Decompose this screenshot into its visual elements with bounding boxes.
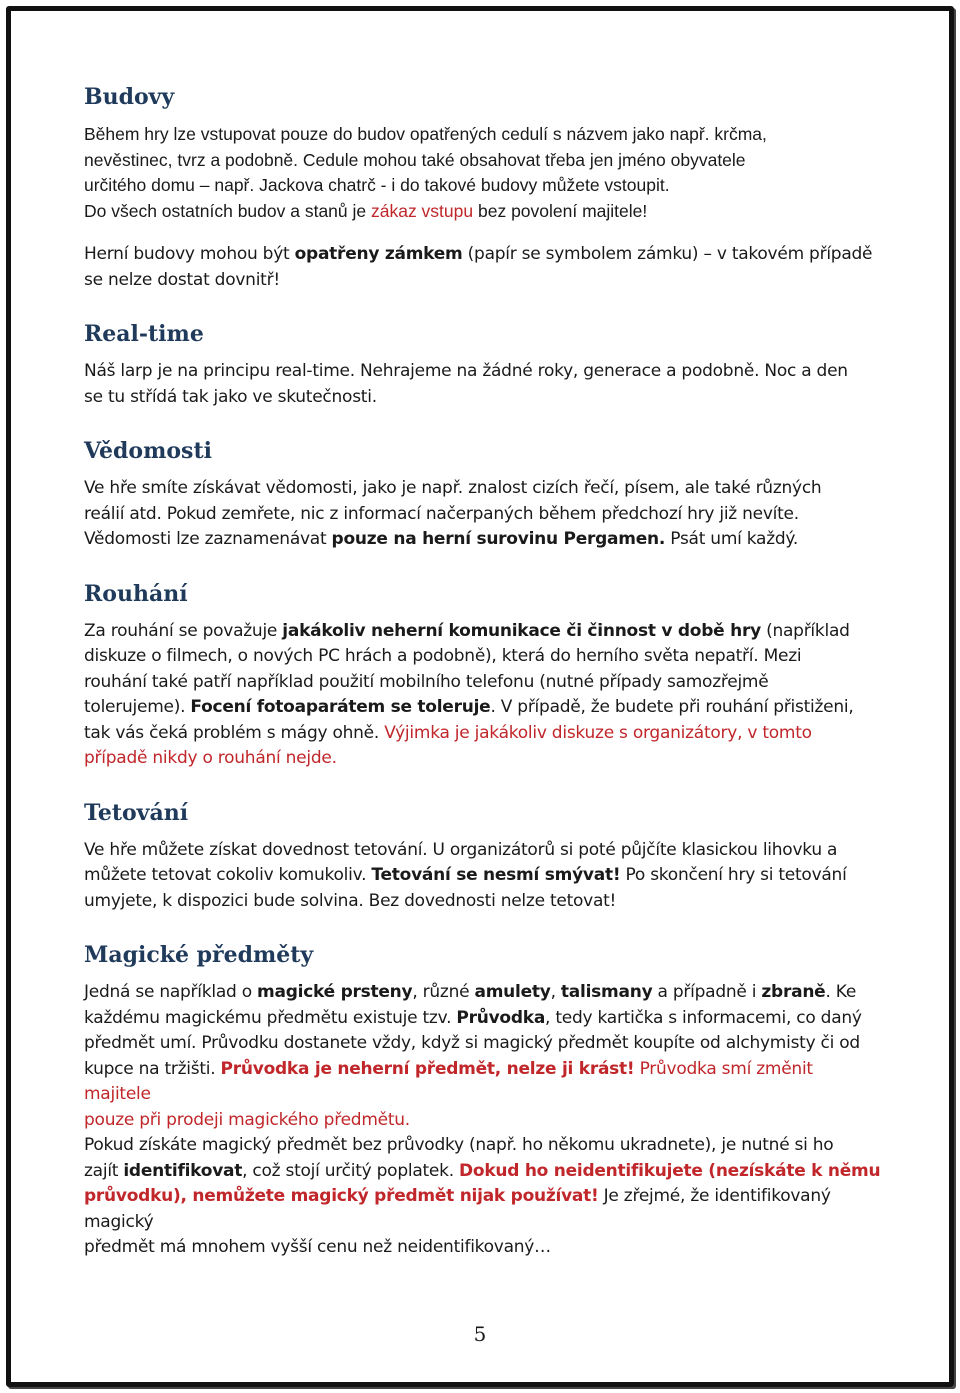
section-vedomosti bbox=[84, 434, 884, 553]
heading-tetovani: Tetování bbox=[84, 799, 189, 826]
heading-rouhani: Rouhání bbox=[84, 580, 188, 607]
magicke-paragraph-1: Jedná se například o magické prsteny, různé amulety, talismany a případně i zbraně. Ke každému magickému předmětu existuje tzv. Průvodka, tedy kartička s informacemi, co daný předmět umí. Průvodku dostanete vždy, když si magický předmět koupíte od alchymisty či od kupce na tržišti. Průvodka je neherní předmět, nelze ji krást! Průvodka smí změnit majitele pouze při prodeji magického předmětu. bbox=[84, 982, 862, 1130]
magicke-paragraph-2: Pokud získáte magický předmět bez průvodky (např. ho někomu ukradnete), je nutné si ho zajít identifikovat, což stojí určitý poplatek. Dokud ho neidentifikujete (nezískáte k němu průvodku), nemůžete magický předmět nijak používat! Je zřejmé, že identifikovaný magický předmět má mnohem vyšší cenu než neidentifikovaný… bbox=[84, 1135, 881, 1257]
highlight-pruvodka-neherni: Průvodka je neherní předmět, nelze ji krást! bbox=[220, 1058, 635, 1079]
highlight-zakaz-vstupu: zákaz vstupu bbox=[370, 200, 474, 221]
rouhani-paragraph: Za rouhání se považuje jakákoliv neherní komunikace či činnost v době hry (například diskuze o filmech, o nových PC hrách a podobně), která do herního světa nepatří. Mezi rouhání také patří například použití mobilního telefonu (nutné případy samozřejmě tolerujeme). Focení fotoaparátem se toleruje. V případě, že budete při rouhání přistiženi, tak vás čeká problém s mágy ohně. Výjimka je jakákoliv diskuze s organizátory, v tomto případě nikdy o rouhání nejde. bbox=[84, 620, 854, 768]
vedomosti-paragraph: Ve hře smíte získávat vědomosti, jako je např. znalost cizích řečí, písem, ale také různých reálií atd. Pokud zemřete, nic z informací načerpaných během předchozí hry již nevíte. Vědomosti lze zaznamenávat pouze na herní surovinu Pergamen. Psát umí každý. bbox=[84, 478, 822, 549]
section-rouhani bbox=[84, 577, 884, 772]
budovy-paragraph-1: Během hry lze vstupovat pouze do budov opatřených cedulí s názvem jako např. krčma, nevěstinec, tvrz a podobně. Cedule mohou také obsahovat třeba jen jméno obyvatele určitého domu – např. Jackova chatrč - i do takové budovy můžete vstoupit. Do všech ostatních budov a stanů je zákaz vstupu bez povolení majitele! bbox=[84, 124, 767, 221]
section-magicke-predmety bbox=[84, 938, 884, 1261]
heading-realtime: Real-time bbox=[84, 321, 204, 347]
highlight-dokud-neidentifikujete: Dokud ho neidentifikujete (nezískáte k němu bbox=[459, 1160, 881, 1181]
section-tetovani bbox=[84, 796, 884, 915]
heading-budovy: Budovy bbox=[84, 84, 175, 110]
page-number: 5 bbox=[473, 1322, 487, 1346]
realtime-paragraph: Náš larp je na principu real-time. Nehrajeme na žádné roky, generace a podobně. Noc a den se tu střídá tak jako ve skutečnosti. bbox=[84, 361, 848, 407]
tetovani-paragraph: Ve hře můžete získat dovednost tetování. U organizátorů si poté půjčíte klasickou lihovku a můžete tetovat cokoliv komukoliv. Tetování se nesmí smývat! Po skončení hry si tetování umyjete, k dispozici bude solvina. Bez dovednosti nelze tetovat! bbox=[84, 839, 847, 911]
highlight-vyjimka-cont: případě nikdy o rouhání nejde. bbox=[84, 748, 337, 768]
page-content bbox=[84, 80, 884, 1261]
section-budovy bbox=[84, 80, 884, 293]
heading-vedomosti: Vědomosti bbox=[84, 438, 212, 464]
section-realtime bbox=[84, 317, 884, 410]
budovy-paragraph-2: Herní budovy mohou být opatřeny zámkem (papír se symbolem zámku) – v takovém případě se nelze dostat dovnitř! bbox=[84, 244, 873, 290]
highlight-vyjimka: Výjimka je jakákoliv diskuze s organizátory, v tomto bbox=[384, 722, 812, 743]
heading-magicke-predmety: Magické předměty bbox=[84, 942, 314, 968]
